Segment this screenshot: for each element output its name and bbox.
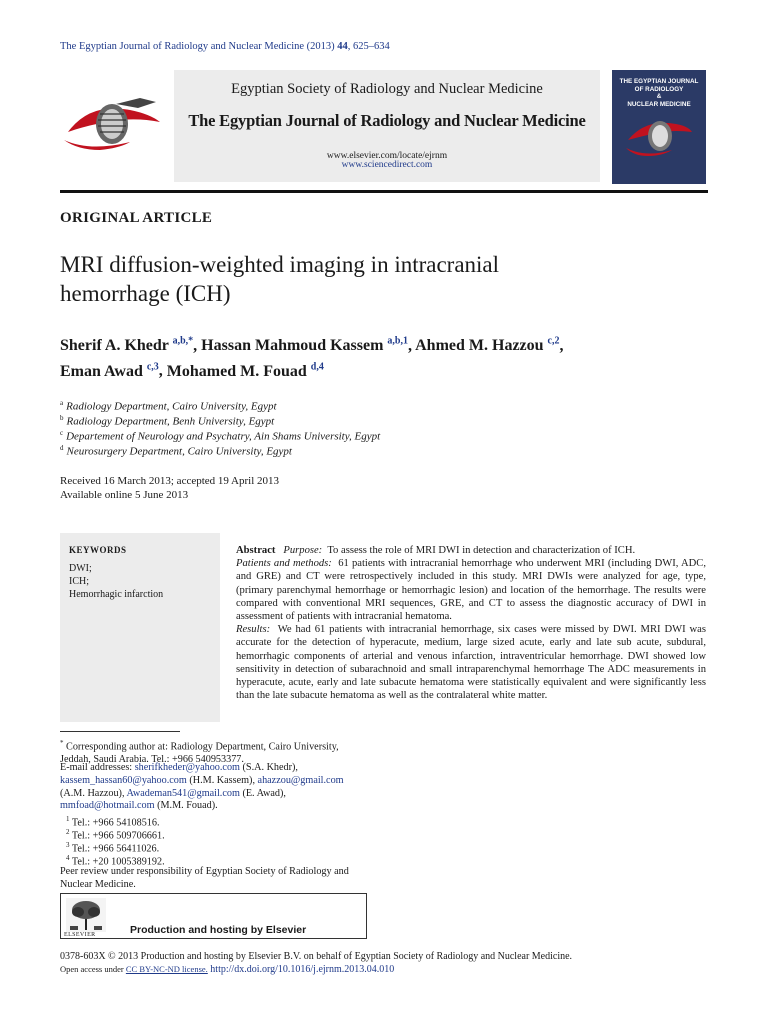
keyword: ICH; (69, 576, 89, 587)
email-link[interactable]: mmfoad@hotmail.com (60, 800, 155, 812)
keyword: Hemorrhagic infarction (69, 589, 164, 600)
tel-footnote: $^4$ Tel.: +20 1005389192. (66, 854, 165, 868)
author[interactable]: Eman Awad $^{c,3}$ (60, 361, 159, 380)
society-name: Egyptian Society of Radiology and Nuclear Medicine (231, 81, 543, 97)
journal-title: The Egyptian Journal of Radiology and Nuclear Medicine (188, 111, 586, 130)
journal-reference[interactable]: The Egyptian Journal of Radiology and Nuclear Medicine (2013) 44, 625–634 (60, 41, 390, 52)
email-link[interactable]: ahazzou@gmail.com (257, 774, 344, 786)
author[interactable]: Hassan Mahmoud Kassem $^{a,b,1}$ (201, 336, 408, 355)
article-dates: Received 16 March 2013; accepted 19 April 2013 Available online 5 June 2013 (60, 475, 280, 501)
copyright-line: 0378-603X © 2013 Production and hosting by Elsevier B.V. on behalf of Egyptian Society of Radiology and Nuclear Medicine. (60, 951, 573, 962)
email-addresses: E-mail addresses: sherifkheder@yahoo.com (S.A. Khedr), kassem_hassan60@yahoo.com (H.M. Kassem), ahazzou@gmail.com (A.M. Hazzou), Awademan541@gmail.com (E. Awad), mmfoad@hotmail.com (M.M. Fouad). (60, 762, 344, 812)
open-access-line: Open access under CC BY-NC-ND license. http://dx.doi.org/10.1016/j.ejrnm.2013.04.010 (60, 964, 395, 975)
keywords-title: KEYWORDS (69, 545, 127, 555)
tel-footnote: $^1$ Tel.: +966 54108516. (66, 815, 160, 829)
cover-title: THE EGYPTIAN JOURNAL OF RADIOLOGY & NUCLEAR MEDICINE (619, 78, 699, 108)
header-rule (60, 190, 708, 193)
corresponding-author-note: * Corresponding author at: Radiology Department, Cairo University, Jeddah, Saudi Arabia. Tel.: +966 540953377. (60, 739, 339, 766)
affiliation: $^b$ Radiology Department, Benh University, Egypt (60, 414, 275, 428)
cover-logo-icon (622, 110, 694, 160)
elsevier-logo-text: ELSEVIER (64, 932, 96, 938)
tel-footnote: $^3$ Tel.: +966 56411026. (66, 841, 160, 855)
license-link[interactable]: CC BY-NC-ND license. (125, 964, 208, 974)
keywords-box (60, 533, 220, 722)
tel-footnote: $^2$ Tel.: +966 509706661. (66, 828, 165, 842)
doi-link[interactable]: http://dx.doi.org/10.1016/j.ejrnm.2013.04.010 (210, 964, 395, 975)
article-type: ORIGINAL ARTICLE (60, 210, 213, 226)
author[interactable]: Ahmed M. Hazzou $^{c,2}$ (415, 336, 560, 355)
keyword: DWI; (69, 563, 92, 574)
email-link[interactable]: sherifkheder@yahoo.com (134, 762, 240, 773)
elsevier-tree-icon (66, 898, 106, 932)
affiliation: $^c$ Departement of Neurology and Psychatry, Ain Shams University, Egypt (60, 429, 381, 443)
author-list: Sherif A. Khedr $^{a,b,*}$, Hassan Mahmoud Kassem $^{a,b,1}$, Ahmed M. Hazzou $^{c,2}$, Eman Awad $^{c,3}$, Mohamed M. Fouad $^{d,4}$ (60, 336, 564, 380)
author[interactable]: Mohamed M. Fouad $^{d,4}$ (166, 361, 324, 380)
peer-review-note: Peer review under responsibility of Egyptian Society of Radiology and Nuclear Medicine. (60, 866, 349, 890)
affiliation: $^d$ Neurosurgery Department, Cairo University, Egypt (60, 444, 292, 458)
email-link[interactable]: Awademan541@gmail.com (126, 787, 240, 799)
journal-url-sciencedirect[interactable]: www.sciencedirect.com (341, 160, 433, 170)
society-logo-icon (60, 92, 164, 154)
footnote-rule (60, 731, 180, 732)
abstract: Abstract Purpose: To assess the role of MRI DWI in detection and characterization of ICH. Patients and methods: 61 patients with intracranial hemorrhage who underwent MRI (including DWI, ADC, and GRE) and CT were retrospectively included in this study. MRI DWIs were analyzed for age, type, (primary parenchymal hemorrhage or hemorrhagic lesion) and location of the hemorrhage. The results were compared with conventional MRI sequences, GRE, and CT to assess the diagnostic accuracy of DWI in assessment of patients with intracranial hematoma. Results: We had 61 patients with intracranial hemorrhage, six cases were missed by DWI. MRI DWI was accurate for the detection of hyperacute, medium, large sized acute, early and late sub acute, subdural, hemorrhagic components of arterial and venous infarction, intraventricular hemorrhage. DWI showed low sensitivity in detection of subarachnoid and small intraparenchymal hemorrhage The ADC measurements in hyperacute, acute, early and late subacute hematoma were statistically equivalent and were significantly less than the late subacute hematoma as well as the contralateral white matter. (236, 545, 707, 702)
author[interactable]: Sherif A. Khedr $^{a,b,*}$ (60, 336, 194, 355)
email-link[interactable]: kassem_hassan60@yahoo.com (60, 774, 187, 786)
journal-url-elsevier[interactable]: www.elsevier.com/locate/ejrnm (326, 151, 448, 161)
hosting-text: Production and hosting by Elsevier (130, 924, 307, 936)
article-title: MRI diffusion-weighted imaging in intracranial hemorrhage (ICH) (60, 252, 500, 306)
affiliation: $^a$ Radiology Department, Cairo University, Egypt (60, 399, 277, 413)
